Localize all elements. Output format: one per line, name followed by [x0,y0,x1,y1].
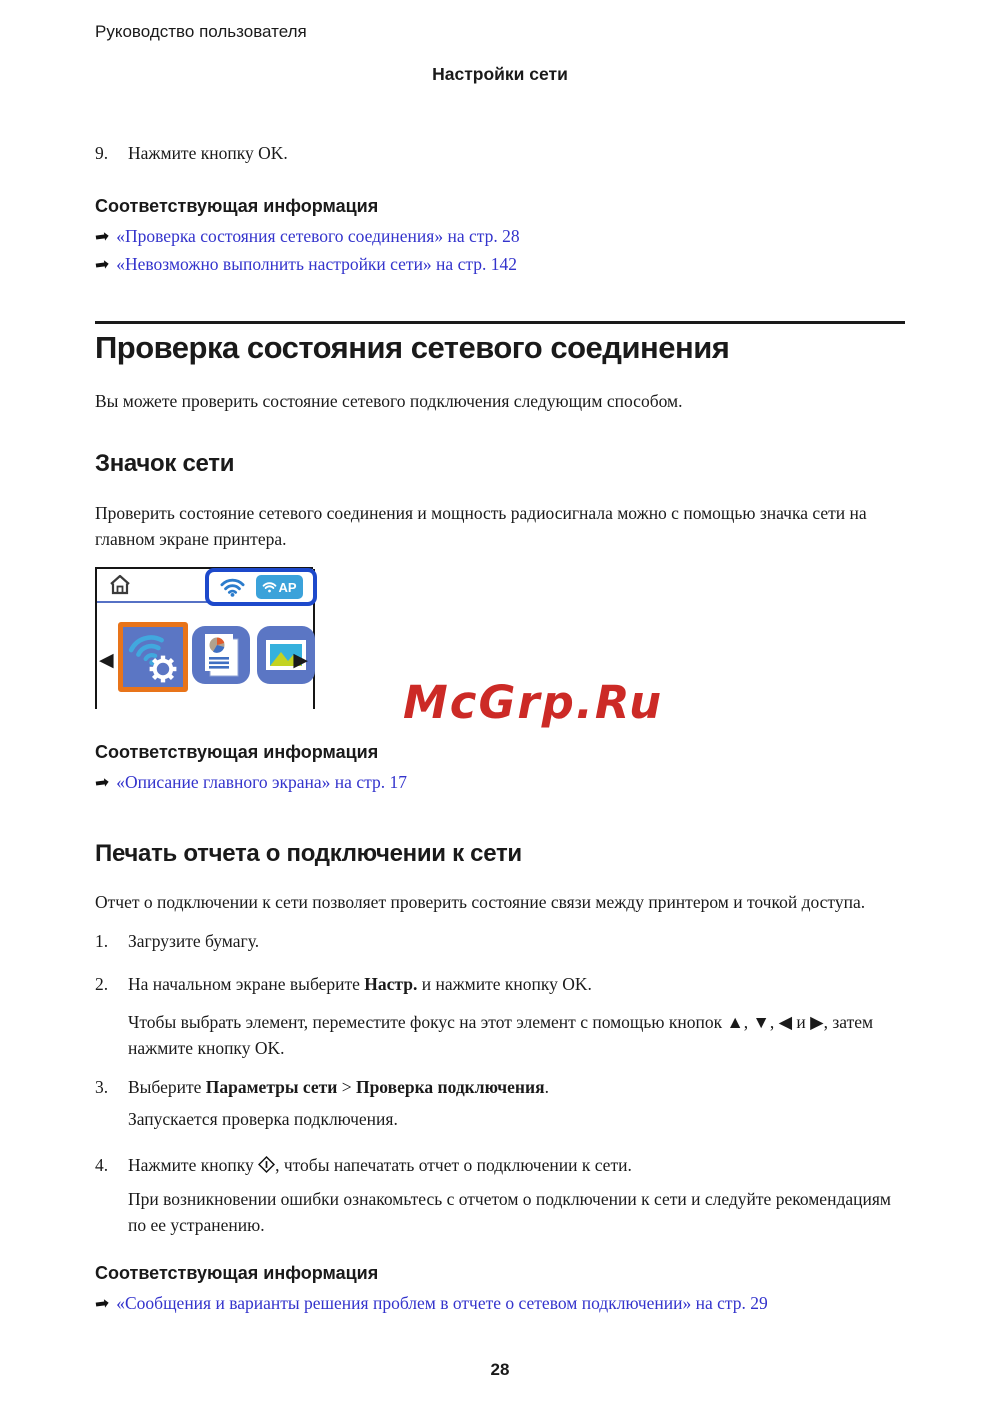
section-title-check-status: Проверка состояния сетевого соединения [95,330,730,365]
link-arrow-icon: ➡ [93,226,111,248]
step-text: Выберите Параметры сети > Проверка подключения. [128,1077,549,1097]
subsection-intro-text: Отчет о подключении к сети позволяет проверить состояние связи между принтером и точкой доступа. [95,892,866,912]
home-icon [108,574,132,596]
print-menu-tile[interactable] [192,626,250,684]
step-1 [95,928,907,954]
related-info-title: Соответствующая информация [95,742,379,762]
chapter-title: Настройки сети [432,64,568,84]
link-network-status[interactable]: «Проверка состояния сетевого соединения» на стр. 28 [116,226,520,246]
section-divider [95,321,905,324]
lcd-screenshot [95,567,313,709]
step-3 [95,1074,907,1100]
section-intro-text: Вы можете проверить состояние сетевого подключения следующим способом. [95,391,683,411]
link-arrow-icon: ➡ [93,772,111,794]
wifi-gear-icon [123,627,183,687]
related-link-row [95,1293,907,1314]
wifi-ap-icon [262,581,277,593]
related-info-title: Соответствующая информация [95,1263,379,1283]
step-number: 2. [95,974,109,994]
step-text: Нажмите кнопку , чтобы напечатать отчет о подключении к сети. [128,1155,632,1175]
link-arrow-icon: ➡ [93,1293,111,1315]
related-info-title: Соответствующая информация [95,196,379,216]
menu-item-name: Настр. [364,974,418,994]
document-pie-icon [192,626,250,684]
link-home-screen[interactable]: «Описание главного экрана» на стр. 17 [116,772,407,792]
menu-item-name: Проверка подключения [355,1077,545,1097]
related-link-row [95,772,907,793]
step-9 [95,140,907,166]
subsection-body-text: Проверить состояние сетевого соединения и мощность радиосигнала можно с помощью значка сети на главном экране принтера. [95,503,867,549]
step-text: На начальном экране выберите Настр. и нажмите кнопку OK. [128,974,592,994]
watermark: McGrp.Ru [403,676,664,729]
link-network-report-messages[interactable]: «Сообщения и варианты решения проблем в отчете о сетевом подключении» на стр. 29 [116,1293,768,1313]
link-cannot-setup[interactable]: «Невозможно выполнить настройки сети» на стр. 142 [116,254,517,274]
wifi-ap-chip [256,575,303,599]
lcd-left-arrow-icon[interactable]: ◀ [99,649,114,671]
subsection-title-network-icon: Значок сети [95,450,235,477]
step-number: 1. [95,931,109,951]
related-link-row [95,226,907,247]
menu-item-name: Параметры сети [205,1077,338,1097]
step-text: Загрузите бумагу. [128,931,260,951]
step-text: Нажмите кнопку OK. [128,143,288,163]
step-number: 9. [95,143,109,163]
wifi-setup-tile-selected[interactable] [118,622,188,692]
step-number: 4. [95,1155,109,1175]
doc-title: Руководство пользователя [95,22,307,41]
related-link-row [95,254,907,275]
step-2 [95,971,907,997]
wifi-status-badge [205,568,317,606]
link-arrow-icon: ➡ [93,254,111,276]
page-number: 28 [490,1360,510,1379]
step-number: 3. [95,1077,109,1097]
step-4-note: При возникновении ошибки ознакомьтесь с отчетом о подключении к сети и следуйте рекомендациям по ее устранению. [128,1189,891,1235]
lcd-right-arrow-icon[interactable]: ▶ [293,649,308,671]
step-4 [95,1152,907,1178]
ap-label: AP [278,579,297,595]
wifi-icon [219,577,246,597]
step-3-note: Запускается проверка подключения. [128,1109,398,1129]
subsection-title-print-report: Печать отчета о подключении к сети [95,840,522,867]
start-button-icon [258,1156,275,1173]
step-2-note: Чтобы выбрать элемент, переместите фокус на этот элемент с помощью кнопок ▲, ▼, ◀ и ▶, затем нажмите кнопку OK. [128,1012,874,1058]
